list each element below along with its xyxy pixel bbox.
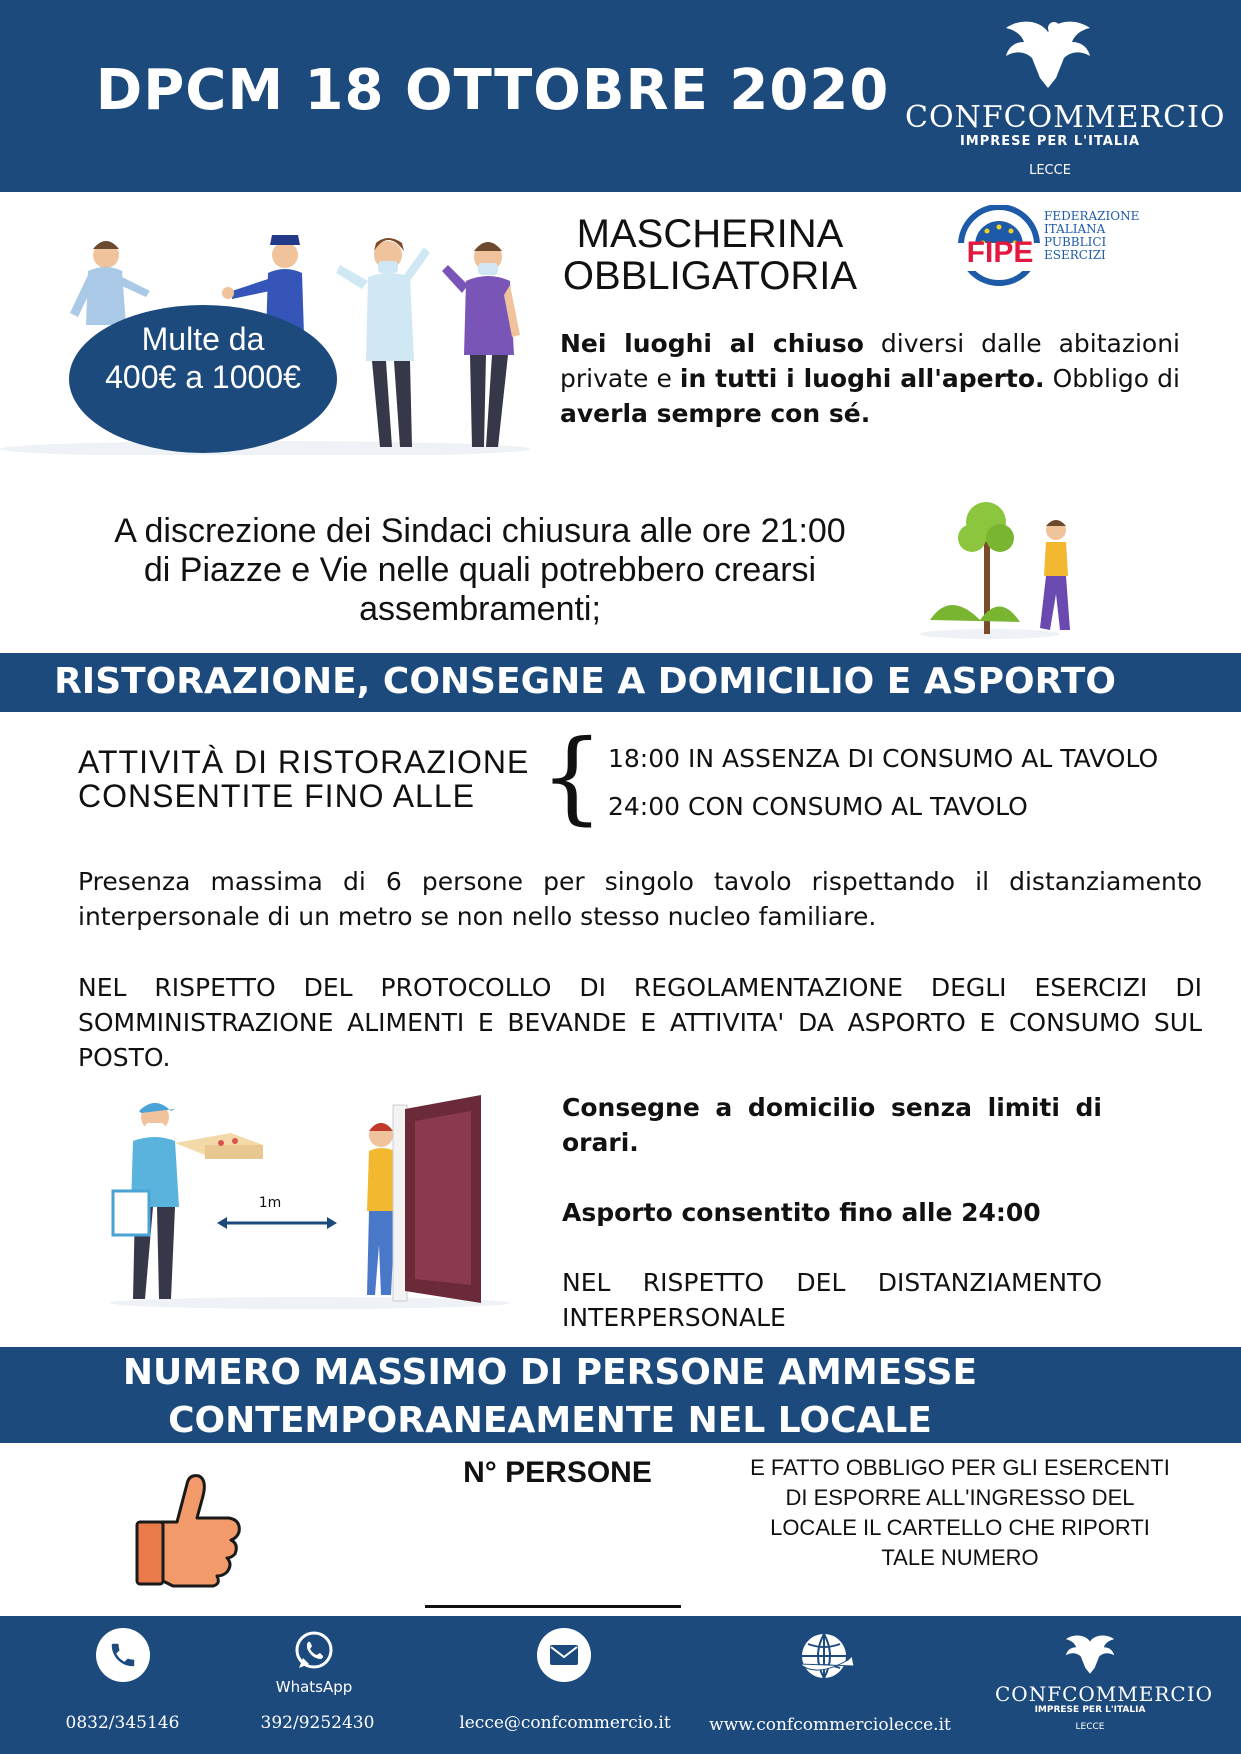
persons-label: N° PERSONE: [463, 1456, 652, 1489]
restaurant-label-line: ATTIVITÀ DI RISTORAZIONE: [78, 744, 530, 780]
whatsapp-icon[interactable]: [293, 1630, 335, 1672]
fipe-text: [1044, 210, 1139, 262]
capacity-banner: [0, 1347, 1241, 1443]
footer-bar: [0, 1616, 1241, 1754]
mask-heading-line1: MASCHERINA: [576, 212, 844, 256]
distancing-text: NEL RISPETTO DEL DISTANZIAMENTO INTERPERSONALE: [562, 1268, 1102, 1332]
capacity-banner-line2: CONTEMPORANEAMENTE NEL LOCALE: [168, 1400, 932, 1441]
capacity-notice-line: E FATTO OBBLIGO PER GLI ESERCENTI: [750, 1455, 1170, 1480]
persons-number-line[interactable]: [425, 1605, 681, 1608]
fipe-line: FEDERAZIONE: [1044, 209, 1140, 223]
presence-text: Presenza massima di 6 persone per singolo tavolo rispettando il distanziamento interpersonale di un metro se non nello stesso nucleo familiare.: [78, 867, 1202, 931]
header-bar: [0, 0, 1241, 192]
mask-body-text: [560, 326, 1180, 431]
fipe-line: ESERCIZI: [1044, 248, 1106, 262]
mask-body-plain: Obbligo di: [1044, 364, 1180, 393]
capacity-notice-line: DI ESPORRE ALL'INGRESSO DEL: [785, 1485, 1135, 1510]
distance-label: 1m: [258, 1195, 282, 1211]
footer-logo-name: CONFCOMMERCIO: [995, 1682, 1213, 1706]
phone-icon[interactable]: [96, 1628, 150, 1682]
restaurant-banner: [0, 653, 1241, 712]
footer-email[interactable]: lecce@confcommercio.it: [459, 1713, 671, 1733]
restaurant-label: [78, 745, 529, 813]
mayors-line: A discrezione dei Sindaci chiusura alle ore 21:00: [114, 512, 846, 550]
delivery-text: Consegne a domicilio senza limiti di orari.: [562, 1093, 1102, 1157]
takeaway-text: Asporto consentito fino alle 24:00: [562, 1198, 1041, 1227]
hours-option-1: 18:00 IN ASSENZA DI CONSUMO AL TAVOLO: [608, 744, 1159, 773]
fipe-line: ITALIANA: [1044, 222, 1106, 236]
mask-body-bold: Nei luoghi al chiuso: [560, 329, 864, 358]
capacity-notice: [745, 1453, 1175, 1573]
thumbs-up-icon: [133, 1470, 247, 1588]
protocol-text: NEL RISPETTO DEL PROTOCOLLO DI REGOLAMENTAZIONE DEGLI ESERCIZI DI SOMMINISTRAZIONE ALIMENTI E BEVANDE E ATTIVITA' DA ASPORTO E CONSUMO SUL POSTO.: [78, 973, 1202, 1072]
footer-website[interactable]: www.confcommerciolecce.it: [709, 1715, 951, 1735]
fipe-label: FIPE: [966, 236, 1034, 269]
header-logo-city: LECCE: [1029, 163, 1071, 178]
capacity-notice-line: TALE NUMERO: [881, 1545, 1039, 1570]
mayors-line: assembramenti;: [359, 590, 601, 628]
eagle-icon: [1000, 12, 1096, 92]
mask-heading-line2: OBBLIGATORIA: [562, 254, 858, 298]
footer-phone[interactable]: 0832/345146: [65, 1713, 180, 1733]
header-logo-name: CONFCOMMERCIO: [905, 100, 1226, 135]
mail-icon[interactable]: [537, 1628, 591, 1682]
whatsapp-label: WhatsApp: [275, 1678, 353, 1696]
capacity-notice-line: LOCALE IL CARTELLO CHE RIPORTI: [770, 1515, 1150, 1540]
brace-symbol: {: [540, 718, 604, 835]
mask-body-bold: in tutti i luoghi all'aperto.: [679, 364, 1045, 393]
capacity-banner-line1: NUMERO MASSIMO DI PERSONE AMMESSE: [122, 1352, 978, 1393]
page-title: DPCM 18 OTTOBRE 2020: [95, 58, 890, 123]
mask-body-plain: diversi dalle abitazioni private e: [560, 329, 1181, 393]
mask-body-bold: averla sempre con sé.: [560, 399, 871, 428]
restaurant-banner-title: RISTORAZIONE, CONSEGNE A DOMICILIO E ASPORTO: [54, 661, 1116, 702]
mayors-line: di Piazze e Vie nelle quali potrebbero crearsi: [143, 551, 817, 589]
fine-badge-text: Multe da 400€ a 1000€: [105, 321, 301, 395]
footer-whatsapp-number[interactable]: 392/9252430: [260, 1713, 375, 1733]
fipe-line: PUBBLICI: [1044, 235, 1107, 249]
mayors-text: [40, 512, 920, 629]
delivery-illustration: [105, 1095, 515, 1310]
park-illustration: [920, 500, 1090, 640]
footer-logo-tagline: IMPRESE PER L'ITALIA: [1034, 1705, 1146, 1715]
globe-icon[interactable]: [796, 1628, 858, 1684]
header-logo-tagline: IMPRESE PER L'ITALIA: [959, 134, 1141, 149]
hours-option-2: 24:00 CON CONSUMO AL TAVOLO: [608, 792, 1028, 821]
eagle-icon: [1062, 1630, 1118, 1676]
footer-logo-city: LECCE: [1075, 1722, 1105, 1732]
restaurant-label-line: CONSENTITE FINO ALLE: [78, 778, 475, 814]
